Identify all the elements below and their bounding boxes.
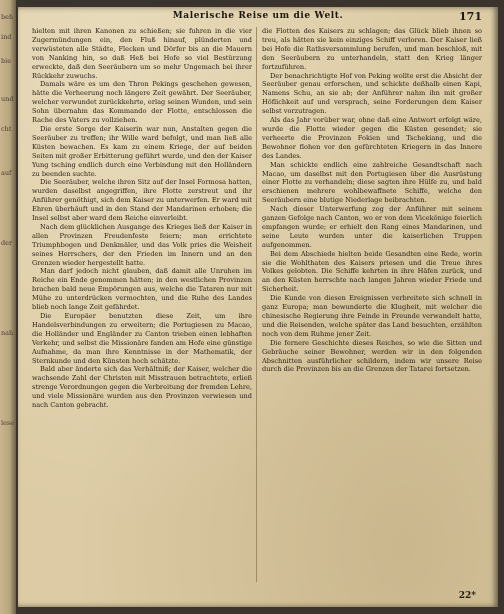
- paragraph: hielten mit ihren Kanonen zu schießen; sie fuhren in die vier Zugermündungen ein, den Fluß hinauf, plünderten und verwüsteten alle Städte, Flecken und Dörfer bis an die Mauern von Nanking hin, so daß Heß bei Hofe so viel Bestürzung erweckte, daß den Seeräubern um so mehr Ungemach bei ihrer Rückkehr zuwuchs.: [32, 27, 252, 80]
- edge-fragment: und: [1, 95, 14, 103]
- left-column: [32, 27, 252, 587]
- running-head: [18, 10, 498, 26]
- edge-fragment: der: [1, 239, 13, 247]
- edge-fragment: bie: [1, 57, 12, 65]
- paragraph: Die fernere Geschichte dieses Reiches, so wie die Sitten und Gebräuche seiner Bewohner, werden wir in den folgenden Abschnitten ausführlicher schildern, indem wir unsere Reise durch die Provinzen bis an die Grenzen der Tatarei fortsetzen.: [262, 338, 482, 374]
- paragraph: die Flotten des Kaisers zu schlagen; das Glück blieb ihnen so treu, als hätten sie kein einziges Schiff verloren. Der Kaiser ließ bei Hofe die Rathsversammlung berufen, und man beschloß, mit den Seeräubern zu unterhandeln, statt den Krieg länger fortzuführen.: [262, 27, 482, 71]
- edge-fragment: ind: [1, 33, 12, 41]
- edge-fragment: cht: [1, 125, 12, 133]
- paragraph: Nach dieser Unterwerfung zog der Anführer mit seinem ganzen Gefolge nach Canton, wo er von dem Vicekönige feierlich empfangen wurde; er erhielt den Rang eines Mandarinen, und seine Leute wurden unter die kaiserlichen Truppen aufgenommen.: [262, 205, 482, 249]
- previous-page-edge: [0, 0, 16, 614]
- paragraph: Bei dem Abschiede hielten beide Gesandten eine Rede, worin sie die Wohlthaten des Kaisers priesen und die Treue ihres Volkes gelobten. Die Schiffe kehrten in ihre Häfen zurück, und an den Küsten herrschte nach langen Jahren wieder Friede und Sicherheit.: [262, 249, 482, 294]
- edge-fragment: auf: [1, 169, 12, 177]
- edge-fragment: nah: [1, 329, 14, 337]
- running-title: Malerische Reise um die Welt.: [172, 11, 344, 21]
- paragraph: Bald aber änderte sich das Verhältniß; der Kaiser, welcher die wachsende Zahl der Christen mit Misstrauen betrachtete, erließ strenge Verordnungen gegen die Verbreitung der fremden Lehre, und viele Missionäre wurden aus den Provinzen verwiesen und nach Canton gebracht.: [32, 365, 252, 410]
- paragraph: Die Seeräuber, welche ihren Sitz auf der Insel Formosa hatten, wurden daselbst angegriffen, ihre Flotte zerstreut und ihr Anführer genöthigt, sich dem Kaiser zu unterwerfen. Er ward mit Ehren überhäuft und in den Stand der Mandarinen erhoben; die Insel selbst aber ward dem Reiche einverleibt.: [32, 178, 252, 223]
- paragraph: Nach dem glücklichen Ausgange des Krieges ließ der Kaiser in allen Provinzen Freudenfeste feiern; man errichtete Triumphbogen und Denkmäler, und das Volk pries die Weisheit seines Herrschers, der den Frieden im Innern und an den Grenzen wieder hergestellt hatte.: [32, 222, 252, 267]
- edge-fragment: lese: [1, 419, 15, 427]
- paragraph: Der benachrichtigte Hof von Peking wollte erst die Absicht der Seeräuber genau erforschen, und schickte deßhalb einen Kapi, Namens Schu, an sie ab; der Anführer nahm ihn mit großer Höflichkeit auf und versprach, seine Forderungen dem Kaiser selbst vorzutragen.: [262, 71, 482, 116]
- paragraph: Man darf jedoch nicht glauben, daß damit alle Unruhen im Reiche ein Ende genommen hätten; in den westlichen Provinzen brachen bald neue Empörungen aus, welche die Tataren nur mit Mühe zu unterdrücken vermochten, und die Ruhe des Landes blieb noch lange Zeit gefährdet.: [32, 267, 252, 312]
- paragraph: Die erste Sorge der Kaiserin war nun, Anstalten gegen die Seeräuber zu treffen; ihr Wille ward befolgt, und man ließ alle Küsten bewachen. Es kam zu einem Kriege, der auf beiden Seiten mit großer Erbitterung geführt wurde, und den der Kaiser Yung tsching endlich durch eine Verbindung mit den Holländern zu beenden suchte.: [32, 124, 252, 178]
- book-page: [18, 7, 498, 607]
- paragraph: Damals wäre es um den Thron Pekings geschehen gewesen, hätte die Verheerung noch längere Zeit gewährt. Der Seeräuber, welcher verwundet zurückkehrte, erlag seinen Wunden, und sein Sohn übernahm das Kommando der Flotte, entschlossen die Rache des Vaters zu vollziehen.: [32, 80, 252, 125]
- paragraph: Die Kunde von diesen Ereignissen verbreitete sich schnell in ganz Europa; man bewunderte die Klugheit, mit welcher die chinesische Regierung ihre Feinde in Freunde verwandelt hatte, und die Reisenden, welche später das Land besuchten, erzählten noch von dem Ruhme jener Zeit.: [262, 294, 482, 338]
- paragraph: Die Europäer benutzten diese Zeit, um ihre Handelsverbindungen zu erweitern; die Portugiesen zu Macao, die Holländer und Engländer zu Canton trieben einen lebhaften Verkehr, und selbst die Missionäre fanden am Hofe eine günstige Aufnahme, da man ihre Kenntnisse in der Mathematik, der Sternkunde und den Künsten hoch schätzte.: [32, 312, 252, 365]
- printer-signature: 22*: [458, 591, 476, 601]
- paragraph: Man schickte endlich eine zahlreiche Gesandtschaft nach Macao, um daselbst mit den Portugiesen über die Ausrüstung einer Flotte zu verhandeln; diese sagten ihre Hülfe zu, und bald erschienen mehrere wohlbewaffnete Schiffe, welche den Seeräubern eine blutige Niederlage beibrachten.: [262, 160, 482, 205]
- page-number: 171: [459, 10, 482, 23]
- column-divider: [256, 27, 257, 582]
- right-column: [262, 27, 482, 587]
- paragraph: Als das Jahr vorüber war, ohne daß eine Antwort erfolgt wäre, wurde die Flotte wieder gegen die Küsten gesendet; sie verheerte die Provinzen Fokien und Tschekiang, und die Bewohner flohen vor den gefürchteten Kriegern in das Innere des Landes.: [262, 116, 482, 160]
- edge-fragment: beh: [1, 13, 14, 21]
